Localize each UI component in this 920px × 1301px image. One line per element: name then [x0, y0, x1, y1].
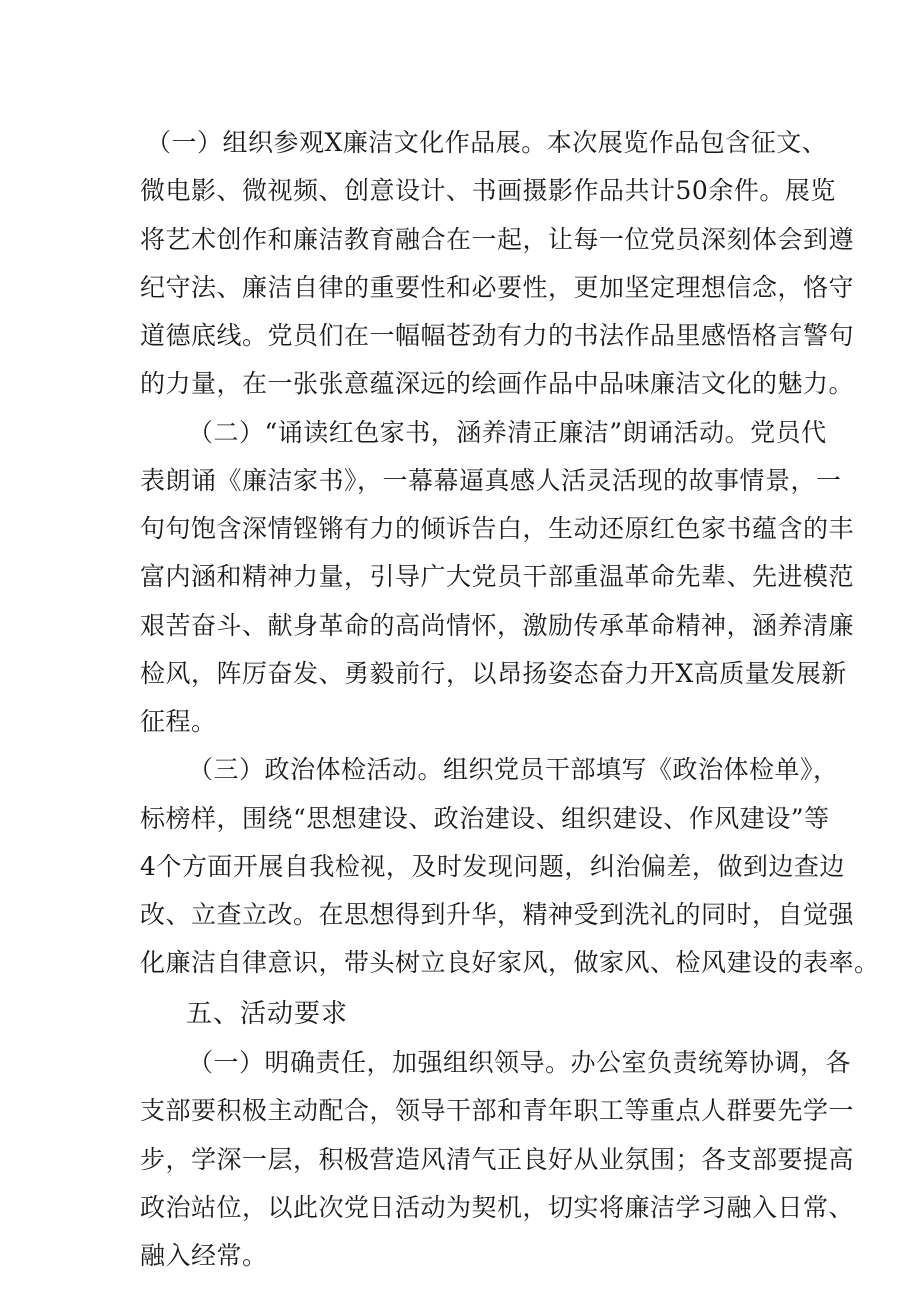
text-line: 标榜样，围绕“思想建设、政治建设、组织建设、作风建设”等 — [140, 804, 830, 833]
text-line: 微电影、微视频、创意设计、书画摄影作品共计50余件。展览 — [140, 176, 836, 205]
text-line: 化廉洁自律意识，带头树立良好家风，做家风、检风建设的表率。 — [140, 948, 880, 977]
text-line: 4个方面开展自我检视，及时发现问题，纠治偏差，做到边查边 — [140, 852, 845, 881]
text-line: 政治站位，以此次党日活动为契机，切实将廉洁学习融入日常、 — [140, 1193, 855, 1222]
text-line: 支部要积极主动配合，领导干部和青年职工等重点人群要先学一 — [140, 1096, 855, 1125]
text-line: 融入经常。 — [140, 1241, 268, 1270]
text-line: 道德底线。党员们在一幅幅苍劲有力的书法作品里感悟格言警句 — [140, 321, 855, 350]
text-line: 富内涵和精神力量，引导广大党员干部重温革命先辈、先进模范 — [140, 562, 855, 591]
text-line: 表朗诵《廉洁家书》，一幕幕逼真感人活灵活现的故事情景，一 — [140, 466, 842, 495]
text-line: （三）政治体检活动。组织党员干部填写《政治体检单》， — [188, 755, 839, 784]
text-line: 纪守法、廉洁自律的重要性和必要性，更加坚定理想信念，恪守 — [140, 273, 855, 302]
text-line: 征程。 — [140, 707, 217, 736]
text-line: 句句饱含深情铿锵有力的倾诉告白，生动还原红色家书蕴含的丰 — [140, 514, 855, 543]
text-line: （一）组织参观X廉洁文化作品展。本次展览作品包含征文、 — [146, 128, 828, 157]
text-line: 将艺术创作和廉洁教育融合在一起，让每一位党员深刻体会到遵 — [140, 225, 855, 254]
text-line: 步，学深一层，积极营造风清气正良好从业氛围；各支部要提高 — [140, 1145, 855, 1174]
section-heading: 五、活动要求 — [186, 999, 349, 1029]
text-line: （一）明确责任，加强组织领导。办公室负责统筹协调，各 — [188, 1048, 852, 1077]
text-line: （二）“诵读红色家书，涵养清正廉洁”朗诵活动。党员代 — [188, 418, 827, 447]
text-line: 的力量，在一张张意蕴深远的绘画作品中品味廉洁文化的魅力。 — [140, 369, 855, 398]
text-line: 改、立查立改。在思想得到升华，精神受到洗礼的同时，自觉强 — [140, 900, 855, 929]
text-line: 艰苦奋斗、献身革命的高尚情怀，激励传承革命精神，涵养清廉 — [140, 611, 855, 640]
text-line: 检风，阵厉奋发、勇毅前行，以昂扬姿态奋力开X高质量发展新 — [140, 659, 847, 688]
